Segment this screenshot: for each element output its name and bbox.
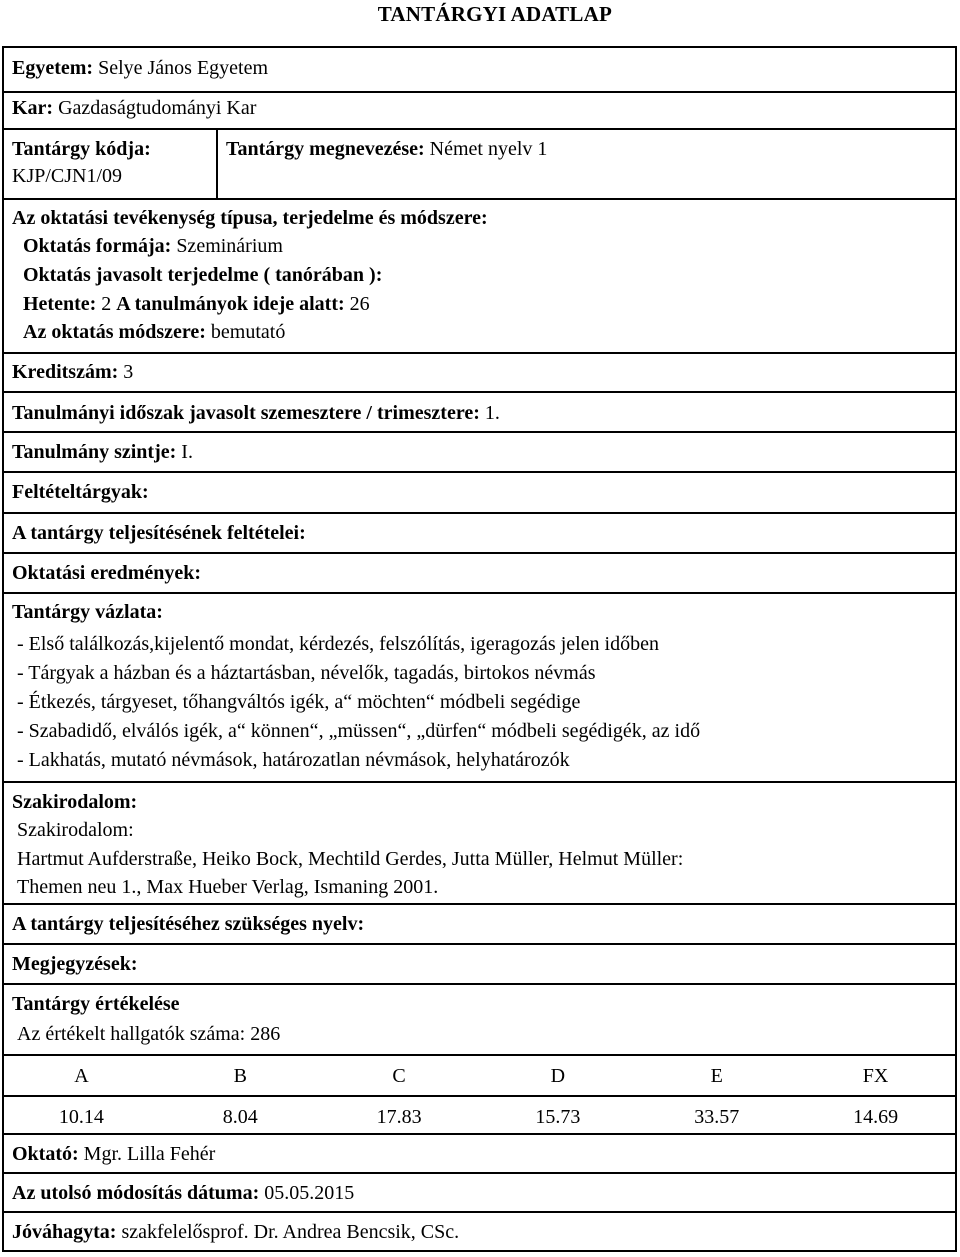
grade-header-cell: B	[161, 1055, 320, 1096]
semester-row	[12, 401, 500, 425]
total-label: A tanulmányok ideje alatt:	[116, 293, 345, 315]
grade-value-cell: 14.69	[796, 1096, 955, 1136]
divider	[4, 391, 955, 393]
divider	[4, 592, 955, 594]
literature-line: Hartmut Aufderstraße, Heiko Bock, Mechtild Gerdes, Jutta Müller, Helmut Müller:	[17, 848, 684, 870]
semester-label: Tanulmányi időszak javasolt szemesztere / trimesztere:	[12, 402, 480, 424]
faculty-row	[12, 96, 256, 120]
divider	[4, 512, 955, 514]
level-label: Tanulmány szintje:	[12, 441, 177, 463]
approved-value: szakfelelősprof. Dr. Andrea Bencsik, CSc.	[121, 1221, 460, 1243]
divider	[4, 128, 955, 130]
university-row	[12, 56, 268, 80]
divider	[4, 943, 955, 945]
university-value: Selye János Egyetem	[98, 57, 269, 79]
divider	[4, 781, 955, 783]
teacher-row	[12, 1142, 215, 1166]
course-code-value: KJP/CJN1/09	[12, 165, 123, 187]
divider	[4, 1172, 955, 1174]
method-value: bemutató	[210, 321, 286, 343]
divider	[4, 352, 955, 354]
literature-label: Szakirodalom:	[12, 791, 138, 813]
outline-item: - Tárgyak a házban és a háztartásban, névelők, tagadás, birtokos névmás	[17, 662, 596, 684]
divider	[4, 431, 955, 433]
outline-item: - Étkezés, tárgyeset, tőhangváltós igék, a“ möchten“ módbeli segédige	[17, 691, 581, 713]
credits-value: 3	[123, 361, 134, 383]
grade-value-cell: 15.73	[478, 1096, 637, 1136]
outline-label: Tantárgy vázlata:	[12, 601, 163, 623]
modified-label: Az utolsó módosítás dátuma:	[12, 1182, 260, 1204]
outline-item: - Első találkozás,kijelentő mondat, kérdezés, felszólítás, igeragozás jelen időben	[17, 633, 659, 655]
teaching-heading: Az oktatási tevékenység típusa, terjedelme és módszere:	[12, 207, 488, 229]
evaluation-label: Tantárgy értékelése	[12, 993, 180, 1015]
faculty-label: Kar:	[12, 97, 54, 119]
notes-label: Megjegyzések:	[12, 953, 138, 975]
approved-row	[12, 1220, 459, 1244]
course-name-label: Tantárgy megnevezése:	[226, 138, 425, 160]
weekly-value: 2	[101, 293, 112, 315]
teacher-label: Oktató:	[12, 1143, 79, 1165]
literature-line: Themen neu 1., Max Hueber Verlag, Ismaning 2001.	[17, 876, 439, 898]
modified-value: 05.05.2015	[264, 1182, 355, 1204]
grade-value-cell: 33.57	[637, 1096, 796, 1136]
divider	[4, 1211, 955, 1213]
grade-header-cell: D	[478, 1055, 637, 1096]
grade-value-row	[2, 1096, 955, 1136]
column-divider	[216, 128, 218, 198]
outline-item: - Lakhatás, mutató névmások, határozatlan névmások, helyhatározók	[17, 749, 570, 771]
literature-line: Szakirodalom:	[17, 819, 134, 841]
course-name	[226, 137, 547, 161]
teacher-value: Mgr. Lilla Fehér	[83, 1143, 216, 1165]
course-code-label: Tantárgy kódja:	[12, 138, 151, 160]
language-label: A tantárgy teljesítéséhez szükséges nyelv:	[12, 913, 365, 935]
grade-header-cell: FX	[796, 1055, 955, 1096]
grade-value-cell: 8.04	[161, 1096, 320, 1136]
divider	[4, 903, 955, 905]
course-name-value: Német nyelv 1	[429, 138, 548, 160]
outcomes-label: Oktatási eredmények:	[12, 562, 202, 584]
total-value: 26	[349, 293, 370, 315]
faculty-value: Gazdaságtudományi Kar	[58, 97, 257, 119]
semester-value: 1.	[484, 402, 500, 424]
grade-table	[2, 1054, 955, 1136]
grade-header-cell: E	[637, 1055, 796, 1096]
completion-label: A tantárgy teljesítésének feltételei:	[12, 522, 306, 544]
weekly-label: Hetente:	[23, 293, 97, 315]
credits-label: Kreditszám:	[12, 361, 119, 383]
teaching-form	[23, 234, 283, 258]
level-row	[12, 440, 193, 464]
evaluated-students: Az értékelt hallgatók száma: 286	[17, 1023, 281, 1045]
teaching-form-value: Szeminárium	[176, 235, 283, 257]
document-title: TANTÁRGYI ADATLAP	[377, 2, 612, 26]
teaching-form-label: Oktatás formája:	[23, 235, 172, 257]
outline-item: - Szabadidő, elválós igék, a“ können“, „müssen“, „dürfen“ módbeli segédigék, az idő	[17, 720, 701, 742]
divider	[4, 91, 955, 93]
teaching-hours	[23, 292, 370, 316]
prerequisites-label: Feltételtárgyak:	[12, 481, 149, 503]
divider	[4, 983, 955, 985]
divider	[4, 471, 955, 473]
grade-header-cell: C	[320, 1055, 479, 1096]
credits-row	[12, 360, 133, 384]
grade-value-cell: 10.14	[2, 1096, 161, 1136]
grade-header-row	[2, 1055, 955, 1096]
method-label: Az oktatás módszere:	[23, 321, 206, 343]
teaching-scope: Oktatás javasolt terjedelme ( tanórában ):	[23, 264, 383, 286]
divider	[4, 198, 955, 200]
approved-label: Jóváhagyta:	[12, 1221, 117, 1243]
level-value: I.	[181, 441, 193, 463]
modified-row	[12, 1181, 354, 1205]
teaching-method	[23, 320, 285, 344]
grade-value-cell: 17.83	[320, 1096, 479, 1136]
grade-header-cell: A	[2, 1055, 161, 1096]
divider	[4, 552, 955, 554]
university-label: Egyetem:	[12, 57, 94, 79]
